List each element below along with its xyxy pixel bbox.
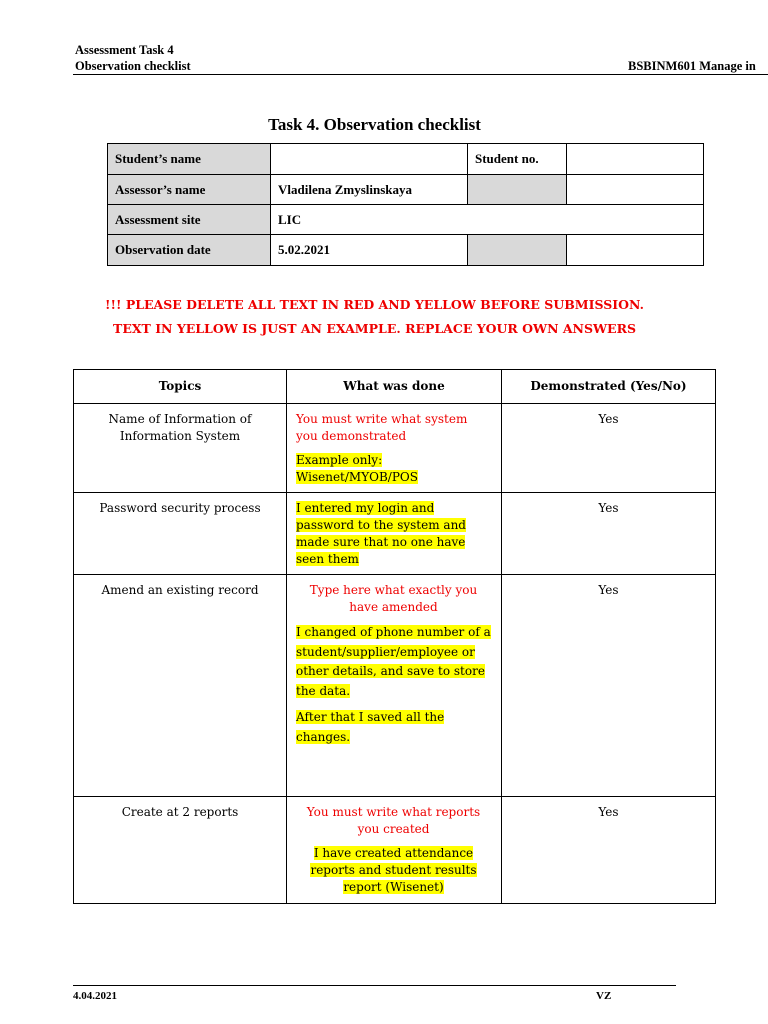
- observation-date-label: Observation date: [108, 235, 271, 266]
- example-highlight: I entered my login and password to the system and made sure that no one have seen them: [296, 501, 466, 566]
- details-row-site: [108, 205, 704, 235]
- student-details-table: [107, 143, 704, 266]
- demonstrated-cell: Yes: [502, 797, 716, 904]
- assessment-task-label: Assessment Task 4: [75, 43, 174, 57]
- topic-cell: Name of Information of Information System: [74, 404, 287, 493]
- unit-code-label: BSBINM601 Manage in: [628, 59, 756, 73]
- shaded-cell: [468, 235, 567, 266]
- footer-divider: [73, 985, 676, 986]
- column-header-topics: Topics: [74, 370, 287, 404]
- example-highlight: I have created attendance reports and student results report (Wisenet): [310, 846, 477, 894]
- example-paragraph: [296, 452, 491, 486]
- footer-initials: VZ: [596, 990, 612, 1002]
- topic-cell: Amend an existing record: [74, 575, 287, 797]
- submission-warning: [73, 293, 676, 341]
- instruction-text: You must write what system you demonstrated: [296, 412, 468, 443]
- instruction-text: You must write what reports you created: [306, 805, 481, 836]
- column-header-demonstrated: Demonstrated (Yes/No): [502, 370, 716, 404]
- example-paragraph: [296, 623, 491, 701]
- student-no-label: Student no.: [468, 144, 567, 175]
- example-paragraph: [296, 708, 491, 747]
- example-paragraph: [296, 500, 491, 568]
- demonstrated-cell: Yes: [502, 493, 716, 575]
- instruction-text: Type here what exactly you have amended: [309, 583, 478, 614]
- checklist-header-row: [74, 370, 716, 404]
- example-paragraph: [296, 845, 491, 896]
- assessment-site-value: LIC: [271, 205, 704, 235]
- details-row-assessor: [108, 175, 704, 205]
- example-highlight: After that I saved all the changes.: [296, 710, 445, 744]
- empty-cell: [567, 175, 704, 205]
- details-row-date: [108, 235, 704, 266]
- demonstrated-cell: Yes: [502, 575, 716, 797]
- empty-cell: [567, 235, 704, 266]
- checklist-row: [74, 404, 716, 493]
- checklist-row: [74, 493, 716, 575]
- warning-line-1: !!! PLEASE DELETE ALL TEXT IN RED AND YELLOW BEFORE SUBMISSION.: [105, 297, 644, 312]
- footer-date: 4.04.2021: [73, 990, 117, 1002]
- example-highlight: I changed of phone number of a student/supplier/employee or other details, and save to store the data.: [296, 625, 491, 698]
- document-name-label: Observation checklist: [75, 59, 191, 73]
- assessor-name-label: Assessor’s name: [108, 175, 271, 205]
- what-was-done-cell: [287, 575, 502, 797]
- header-divider: [73, 74, 768, 75]
- details-row-student: [108, 144, 704, 175]
- what-was-done-cell: [287, 404, 502, 493]
- observation-date-value: 5.02.2021: [271, 235, 468, 266]
- shaded-cell: [468, 175, 567, 205]
- student-name-value: [271, 144, 468, 175]
- assessment-site-label: Assessment site: [108, 205, 271, 235]
- page-header-left: [75, 42, 191, 74]
- warning-line-2: TEXT IN YELLOW IS JUST AN EXAMPLE. REPLACE YOUR OWN ANSWERS: [113, 321, 636, 336]
- page-title: Task 4. Observation checklist: [268, 115, 481, 134]
- what-was-done-cell: [287, 797, 502, 904]
- topic-cell: Password security process: [74, 493, 287, 575]
- topic-cell: Create at 2 reports: [74, 797, 287, 904]
- column-header-what-was-done: What was done: [287, 370, 502, 404]
- observation-checklist-table: [73, 369, 716, 904]
- assessor-name-value: Vladilena Zmyslinskaya: [271, 175, 468, 205]
- student-name-label: Student’s name: [108, 144, 271, 175]
- student-no-value: [567, 144, 704, 175]
- checklist-row: [74, 575, 716, 797]
- checklist-row: [74, 797, 716, 904]
- what-was-done-cell: [287, 493, 502, 575]
- example-highlight: Example only: Wisenet/MYOB/POS: [296, 453, 418, 484]
- demonstrated-cell: Yes: [502, 404, 716, 493]
